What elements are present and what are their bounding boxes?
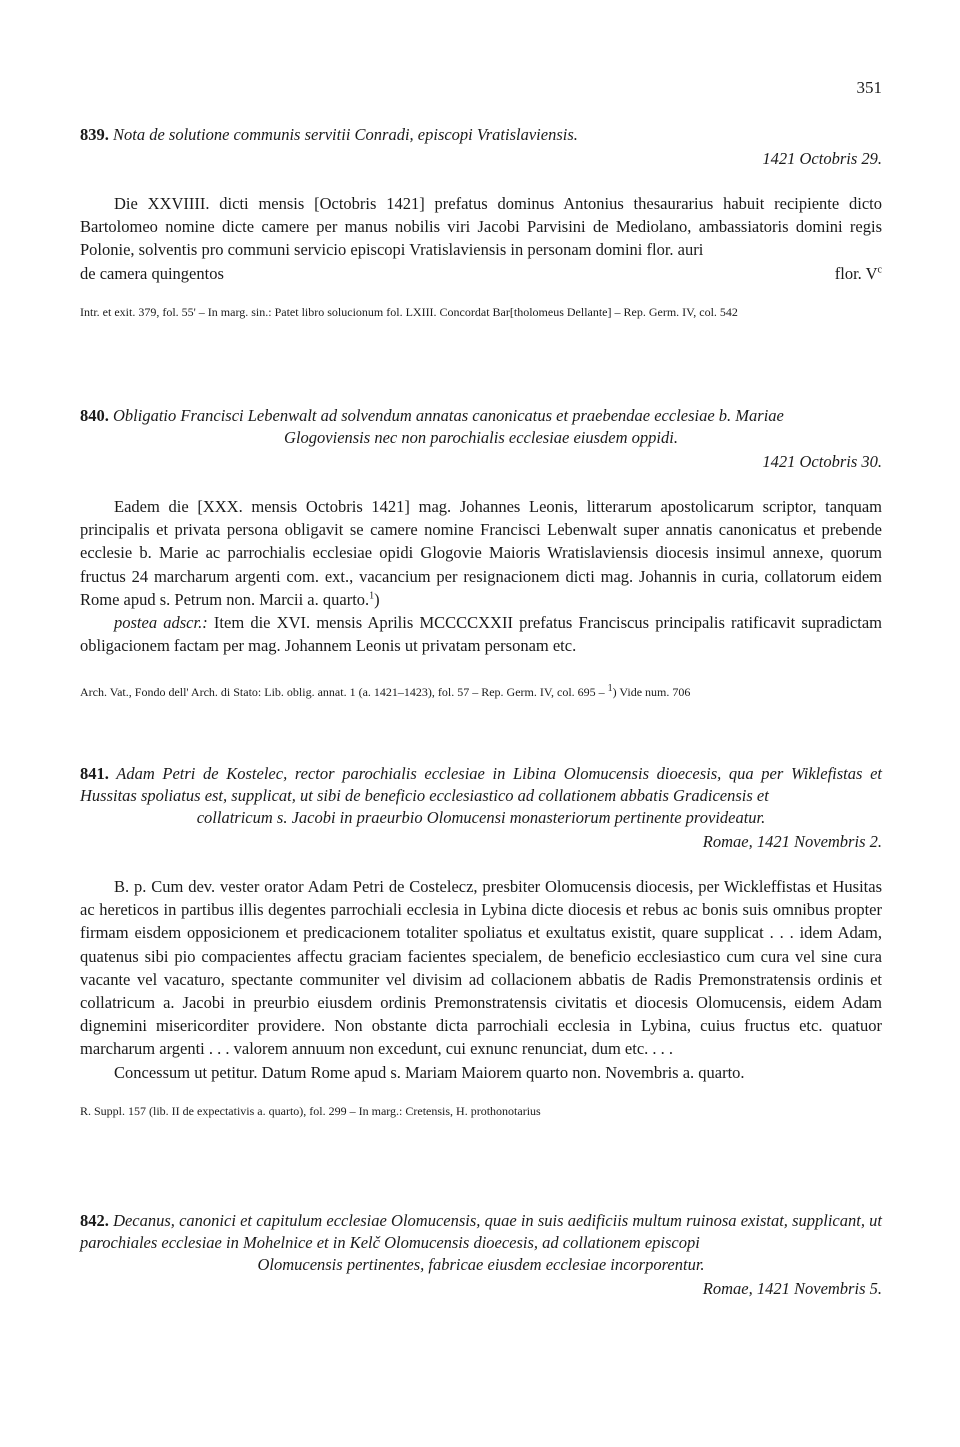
- body-last-right: flor. $V^c$: [834, 263, 882, 283]
- entry-heading: [80, 405, 882, 449]
- entry-839: [80, 124, 882, 321]
- source-note: Intr. et exit. 379, fol. 55' – In marg. sin.: Patet libro solucionum fol. LXIII. Concordat Bar[tholomeus Dellante] – Rep. Germ. IV, col. 542: [80, 304, 738, 319]
- entry-title: Nota de solutione communis servitii Conradi, episcopi Vratislaviensis.: [113, 125, 578, 144]
- source-note: R. Suppl. 157 (lib. II de expectativis a. quarto), fol. 299 – In marg.: Cretensis, H. prothonotarius: [80, 1103, 541, 1118]
- body-paragraph: B. p. Cum dev. vester orator Adam Petri de Costelecz, presbiter Olomucensis diocesis, per Wickleffistas et Husitas ac hereticos in partibus illis degentes parrochiali ecclesia in Lybina dicte diocesis et rebus ac bonis suis omnibus propter firmam eisdem opposicionem et predicacionem totaliter spoliatus et exultatus existit, quare supplicat . . . idem Adam, quatenus sibi pio compacientes affectu graciam facientes specialem, de beneficio ecclesiastico cum cura vel sine cura vacante vel vacaturo, spectante communiter vel divisim ad collacionem abbatis de Radis Premonstratensis ordinis et collatricum a. Jacobi in preurbio eiusdem ordinis Premonstratensis civitatis et diocesis Olomucensis, eidem Adam dignemini misericorditer providere. Non obstante dicta parrochiali ecclesia in Lybina, cuius fructus etc. quatuor marcharum argenti . . . valorem annuum non excedunt, cui exnunc renunciat, dum etc. . . .: [80, 877, 882, 1059]
- body-paragraph: Die XXVIIII. dicti mensis [Octobris 1421] prefatus dominus Antonius thesaurarius habuit recipiente dicto Bartolomeo nomine dicte camere per manus nobilis viri Jacobi Parvisini de Mediolano, ambassiatoris domini regis Polonie, solventis pro communi servicio episcopi Vratislaviensis in personam domini flor. auri: [80, 194, 882, 260]
- entry-heading: [80, 124, 882, 146]
- entry-title-tail: Olomucensis pertinentes, fabricae eiusdem ecclesiae incorporentur.: [257, 1255, 705, 1274]
- entry-number: 840.: [80, 406, 109, 425]
- body-paragraph: Concessum ut petitur. Datum Rome apud s. Mariam Maiorem quarto non. Novembris a. quarto.: [114, 1062, 745, 1082]
- entry-title: Adam Petri de Kostelec, rector parochialis ecclesiae in Libina Olomucensis dioecesis, qua per Wiklefistas et Hussitas spoliatus est, supplicat, ut sibi de beneficio ecclesiastico ad collationem abbatis Gradicensis et: [80, 764, 882, 805]
- entry-date: 1421 Octobris 29.: [762, 149, 882, 168]
- body-last-left: de camera quingentos: [80, 263, 224, 283]
- entry-heading: [80, 763, 882, 829]
- entry-title-tail: Glogoviensis nec non parochialis ecclesiae eiusdem oppidi.: [284, 428, 678, 447]
- entry-840: [80, 405, 882, 701]
- entry-number: 842.: [80, 1211, 109, 1230]
- body-paragraph: Eadem die [XXX. mensis Octobris 1421] mag. Johannes Leonis, litterarum apostolicarum scriptor, tanquam principalis et privata persona obligavit se camere nomine Francisci Lebenwalt super annatis canonicatus et prebende ecclesie b. Marie ac parrochialis ecclesiae opidi Glogovie Maioris Wratislaviensis diocesis insimul annexe, quorum fructus 24 marcharum argenti com. ext., vacancium per resignacionem dicti mag. Johannis in curia, collatorum eidem Rome apud s. Petrum non. Marcii a. quarto.$^1$): [80, 497, 882, 609]
- entry-841: [80, 763, 882, 1120]
- entry-title-tail: collatricum s. Jacobi in praeurbio Olomucensi monasteriorum pertinente provideatur.: [196, 808, 766, 827]
- entry-title: Decanus, canonici et capitulum ecclesiae Olomucensis, quae in suis aedificiis multum ruinosa existat, supplicant, ut parochiales ecclesiae in Mohelnice et in Kelč Olomucensis dioecesis, ad collationem episcopi: [80, 1211, 882, 1252]
- body-paragraph: postea adscr.: Item die XVI. mensis Aprilis MCCCCXXII prefatus Franciscus principalis ratificavit supradictam obligacionem factam per mag. Johannem Leonis ut privatam personam etc.: [80, 613, 882, 656]
- entry-date: Romae, 1421 Novembris 2.: [702, 832, 882, 851]
- entry-842: [80, 1210, 882, 1300]
- entry-heading: [80, 1210, 882, 1276]
- page-number: 351: [856, 78, 882, 97]
- entry-date: 1421 Octobris 30.: [762, 452, 882, 471]
- body-last-line: [80, 262, 882, 285]
- entry-body: [80, 875, 882, 1084]
- entry-number: 841.: [80, 764, 109, 783]
- entry-body: [80, 495, 882, 657]
- entry-body: [80, 192, 882, 285]
- source-note: Arch. Vat., Fondo dell' Arch. di Stato: Lib. oblig. annat. 1 (a. 1421–1423), fol. 57 – Rep. Germ. IV, col. 695 – $^1$) Vide num. 706: [80, 683, 691, 700]
- entry-number: 839.: [80, 125, 109, 144]
- entry-title: Obligatio Francisci Lebenwalt ad solvendum annatas canonicatus et praebendae ecclesiae b. Mariae: [113, 406, 784, 425]
- entry-date: Romae, 1421 Novembris 5.: [702, 1279, 882, 1298]
